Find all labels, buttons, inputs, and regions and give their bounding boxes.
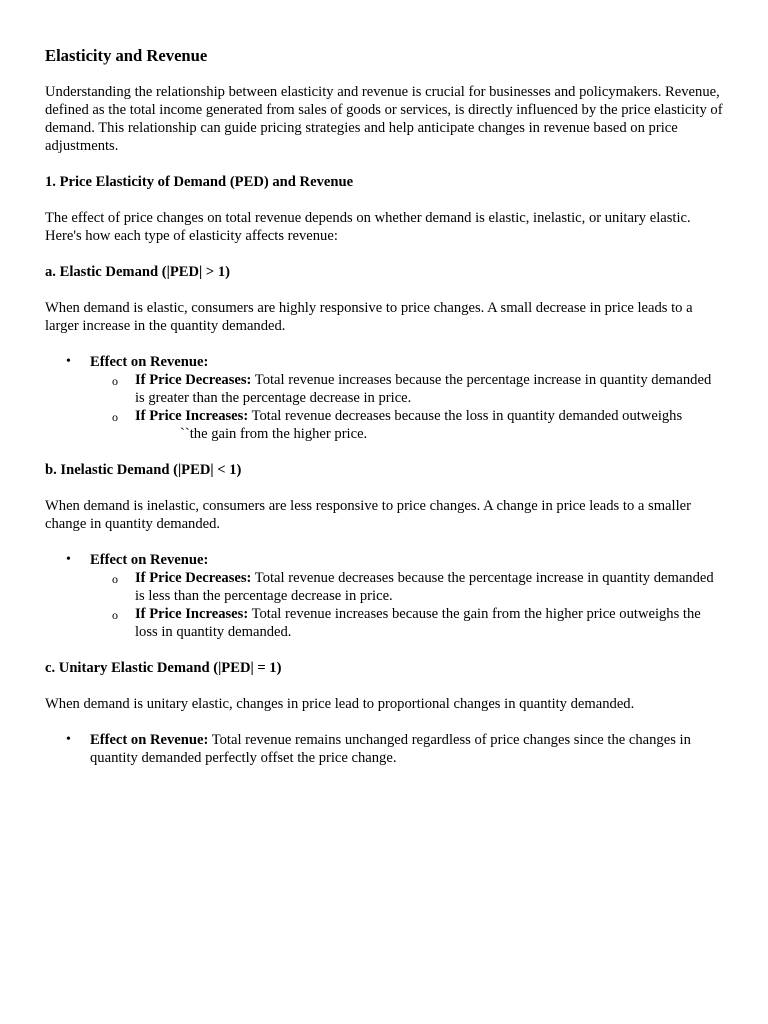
inelastic-increase-item: [135, 605, 724, 641]
document-title: Elasticity and Revenue: [45, 46, 208, 65]
inelastic-heading: b. Inelastic Demand (|PED| < 1): [45, 462, 242, 478]
section1-heading: 1. Price Elasticity of Demand (PED) and Revenue: [45, 174, 354, 190]
unitary-effect-item: [90, 731, 724, 767]
unitary-effect-list: [45, 731, 724, 767]
elastic-increase-label: If Price Increases:: [135, 408, 249, 424]
inelastic-sub-list: [90, 569, 724, 641]
inelastic-effect-label: Effect on Revenue:: [90, 552, 209, 568]
elastic-effect-item: [90, 353, 724, 443]
elastic-decrease-item: [135, 371, 724, 407]
elastic-heading: a. Elastic Demand (|PED| > 1): [45, 264, 230, 280]
inelastic-increase-text: Total revenue increases because the gain from the higher price outweighs the loss in quantity demanded.: [135, 606, 701, 640]
intro-paragraph: Understanding the relationship between elasticity and revenue is crucial for businesses and policymakers. Revenue, defined as the total income generated from sales of goods or services, is directly influenced by the price elasticity of demand. This relationship can guide pricing strategies and help anticipate changes in revenue based on price adjustments.: [45, 84, 723, 154]
elastic-decrease-text: Total revenue increases because the percentage increase in quantity demanded is greater than the percentage decrease in price.: [135, 372, 712, 406]
elastic-effect-list: [45, 353, 724, 443]
unitary-paragraph: When demand is unitary elastic, changes in price lead to proportional changes in quantity demanded.: [45, 696, 635, 712]
section1-paragraph: The effect of price changes on total revenue depends on whether demand is elastic, inelastic, or unitary elastic. Here's how each type of elasticity affects revenue:: [45, 210, 691, 244]
elastic-increase-text: Total revenue decreases because the loss in quantity demanded outweighs: [248, 408, 683, 424]
unitary-effect-text: Total revenue remains unchanged regardless of price changes since the changes in quantity demanded perfectly offset the price change.: [90, 732, 691, 766]
unitary-effect-label: Effect on Revenue:: [90, 732, 209, 748]
inelastic-increase-label: If Price Increases:: [135, 606, 249, 622]
inelastic-decrease-text: Total revenue decreases because the percentage increase in quantity demanded is less than the percentage decrease in price.: [135, 570, 714, 604]
inelastic-decrease-label: If Price Decreases:: [135, 570, 252, 586]
elastic-increase-item: [135, 407, 724, 443]
unitary-heading: c. Unitary Elastic Demand (|PED| = 1): [45, 660, 282, 676]
elastic-decrease-label: If Price Decreases:: [135, 372, 252, 388]
elastic-effect-label: Effect on Revenue:: [90, 354, 209, 370]
inelastic-decrease-item: [135, 569, 724, 605]
inelastic-paragraph: When demand is inelastic, consumers are less responsive to price changes. A change in price leads to a smaller change in quantity demanded.: [45, 498, 691, 532]
elastic-sub-list: [90, 371, 724, 443]
inelastic-effect-item: [90, 551, 724, 641]
inelastic-effect-list: [45, 551, 724, 641]
elastic-paragraph: When demand is elastic, consumers are highly responsive to price changes. A small decrease in price leads to a larger increase in the quantity demanded.: [45, 300, 693, 334]
elastic-increase-text-cont: ``the gain from the higher price.: [180, 426, 368, 442]
